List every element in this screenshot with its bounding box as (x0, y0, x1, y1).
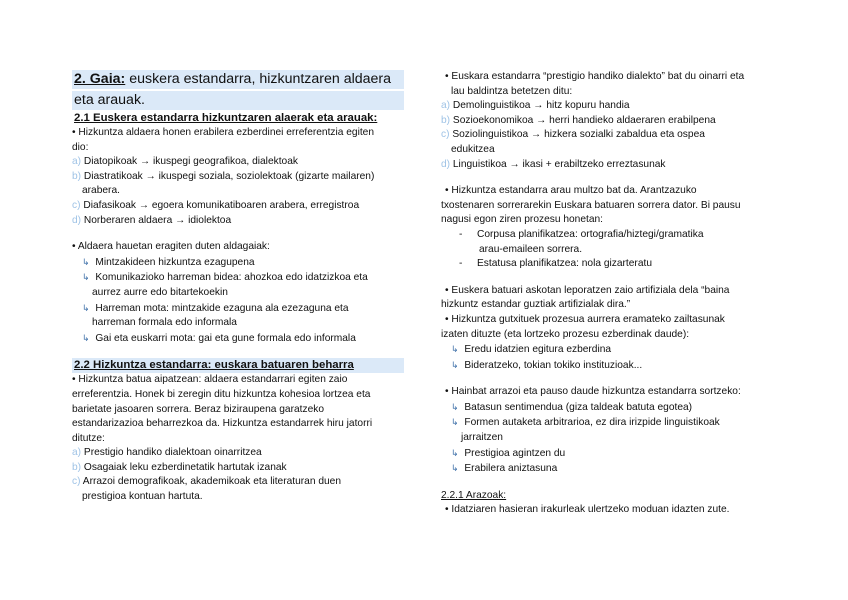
list-item (441, 158, 773, 173)
paragraph-line: • Euskera batuari askotan leporatzen zaio artifiziala dela “baina (445, 284, 730, 296)
list-marker: c) (72, 476, 81, 488)
list-item-text: Diatopikoak → ikuspegi geografikoa, dialektoak (81, 156, 298, 168)
list-item-continuation: arau-emaileen sorrera. (479, 243, 583, 255)
list-item-continuation: arabera. (82, 185, 120, 197)
artificial-paragraph (441, 284, 773, 342)
paragraph-line: nagusi egon ziren prozesu honetan: (441, 214, 603, 226)
list-item (72, 446, 404, 461)
conditions-list (441, 99, 773, 172)
list-marker: b) (72, 170, 82, 182)
list-item (441, 128, 773, 143)
list-item (441, 114, 773, 129)
process-list (441, 342, 773, 373)
list-item-text: Prestigio handiko dialektoan oinarritzea (81, 447, 262, 459)
paragraph-line: hizkuntz estandar guztiak artifizialak dira.” (441, 299, 631, 311)
dash-marker: - (459, 258, 463, 270)
variables-intro: • Aldaera hauetan eragiten duten aldagaiak: (72, 241, 270, 253)
steps-dash-list (441, 228, 773, 272)
s21-intro-line2: dio: (72, 141, 89, 153)
list-item (72, 155, 404, 170)
reasons-intro: • Hainbat arrazoi eta pauso daude hizkuntza estandarra sortzeko: (445, 386, 741, 398)
sub-arrow-icon: ↳ (451, 417, 459, 428)
list-item-text: Bideratzeko, tokian tokiko instituzioak... (461, 359, 643, 371)
list-item-text: Soziolinguistikoa → hizkera sozialki zabaldua eta ospea (449, 129, 705, 141)
list-item-text: Osagaiak leku ezberdinetatik hartutak izanak (81, 461, 287, 473)
variables-list (72, 255, 404, 347)
list-marker: c) (72, 199, 81, 211)
list-item-text: Formen autaketa arbitrarioa, ez dira irizpide linguistikoak (461, 417, 720, 429)
paragraph-line: lau baldintza betetzen ditu: (451, 85, 573, 97)
list-item (441, 446, 773, 462)
sub-arrow-icon: ↳ (451, 359, 459, 370)
sub-arrow-icon: ↳ (451, 344, 459, 355)
sub-arrow-icon: ↳ (451, 463, 459, 474)
dash-marker: - (459, 228, 463, 240)
page-title (72, 70, 404, 89)
sub-arrow-icon: ↳ (82, 272, 90, 283)
list-item-continuation: harreman formala edo informala (92, 317, 237, 329)
paragraph-line: ditutze: (72, 432, 105, 444)
list-item-text: Gai eta euskarri mota: gai eta gune formala edo informala (92, 332, 356, 344)
list-item (72, 475, 404, 490)
list-item-text: Arrazoi demografikoak, akademikoak eta literaturan duen (80, 476, 341, 488)
list-marker: b) (441, 114, 451, 126)
list-item-continuation: jarraitzen (461, 432, 503, 444)
list-item (441, 257, 773, 272)
paragraph-line: • Hizkuntza gutxituek prozesua aurrera eramateko zailtasunak (445, 313, 725, 325)
list-item-continuation: edukitzea (451, 143, 495, 155)
list-item (441, 415, 773, 431)
list-item (441, 342, 773, 358)
list-item (441, 400, 773, 416)
list-item-text: Estatusa planifikatzea: nola gizarteratu (477, 258, 652, 270)
list-item-text: Mintzakideen hizkuntza ezagupena (92, 256, 255, 268)
right-column (441, 70, 773, 517)
sub-arrow-icon: ↳ (82, 332, 90, 343)
list-item (72, 301, 404, 317)
list-item-text: Batasun sentimendua (giza taldeak batuta egotea) (461, 401, 693, 413)
list-item-text: Demolinguistikoa → hitz kopuru handia (450, 100, 630, 112)
list-item-text: Diafasikoak → egoera komunikatiboaren arabera, erregistroa (80, 199, 360, 211)
title-prefix: 2. Gaia: (74, 71, 126, 87)
list-marker: d) (72, 214, 82, 226)
list-item-text: Eredu idatzien egitura ezberdina (461, 344, 612, 356)
section-2-2-1-heading: 2.2.1 Arazoak: (441, 489, 507, 501)
reasons-list (441, 400, 773, 477)
list-marker: b) (72, 461, 82, 473)
list-marker: d) (441, 158, 451, 170)
list-item-text: Linguistikoa → ikasi + erabiltzeko erreztasunak (450, 158, 666, 170)
list-item (441, 358, 773, 374)
list-item (72, 270, 404, 286)
left-column (72, 70, 404, 505)
list-item-continuation: prestigioa kontuan hartuta. (82, 491, 203, 503)
standard-paragraph (441, 184, 773, 228)
sub-arrow-icon: ↳ (82, 256, 90, 267)
list-item-text: Prestigioa agintzen du (461, 447, 566, 459)
list-marker: a) (441, 100, 451, 112)
list-item (72, 170, 404, 185)
s21-intro-line1: • Hizkuntza aldaera honen erabilera ezberdinei erreferentzia egiten (72, 127, 375, 138)
section-2-2-heading: 2.2 Hizkuntza estandarra: euskara batuaren beharra (72, 358, 404, 373)
list-marker: a) (72, 447, 82, 459)
section-2-1-heading: 2.1 Euskera estandarra hizkuntzaren alaerak eta arauak: (74, 112, 378, 124)
list-item (441, 461, 773, 477)
title-rest: euskera estandarra, hizkuntzaren aldaera (125, 71, 392, 87)
paragraph-line: erreferentzia. Honek bi zeregin ditu hizkuntza kohesioa lortzea eta (72, 388, 371, 400)
list-item-text: Erabilera aniztasuna (461, 463, 558, 475)
list-item (72, 461, 404, 476)
paragraph-line: barietate jasoaren sorrera. Beraz biziraupena garatzeko (72, 403, 325, 415)
list-item-continuation: aurrez aurre edo bitartekoekin (92, 286, 228, 298)
list-marker: c) (441, 129, 450, 141)
paragraph-line: txostenaren sorrerarekin Euskara batuaren sorrera dator. Bi pausu (441, 199, 741, 211)
list-item-text: Sozioekonomikoa → herri handieko aldaeraren erabilpena (450, 114, 716, 126)
variety-list (72, 155, 404, 228)
list-item-text: Harreman mota: mintzakide ezaguna ala ezezaguna eta (92, 302, 349, 314)
list-item (72, 255, 404, 271)
paragraph-line: • Euskara estandarra “prestigio handiko dialekto” bat du oinarri eta (445, 71, 745, 82)
list-item (72, 199, 404, 214)
list-item-text: Diastratikoak → ikuspegi soziala, soziolektoak (gizarte mailaren) (81, 170, 375, 182)
problems-text: • Idatziaren hasieran irakurleak ulertzeko moduan idazten zute. (445, 503, 730, 515)
list-marker: a) (72, 156, 82, 168)
list-item-text: Corpusa planifikatzea: ortografia/hiztegi/gramatika (477, 228, 704, 240)
list-item-text: Norberaren aldaera → idiolektoa (81, 214, 232, 226)
origin-list (72, 446, 404, 504)
list-item (72, 331, 404, 347)
page-title-line2: eta arauak. (72, 91, 404, 110)
list-item (441, 228, 773, 243)
paragraph-line: izaten dituzte (eta lortzeko prozesu ezberdinak daude): (441, 328, 690, 340)
paragraph-line: • Hizkuntza batua aipatzean: aldaera estandarrari egiten zaio (72, 374, 348, 386)
paragraph-line: • Hizkuntza estandarra arau multzo bat da. Arantzazuko (445, 185, 697, 197)
sub-arrow-icon: ↳ (451, 447, 459, 458)
list-item-text: Komunikazioko harreman bidea: ahozkoa edo idatzizkoa eta (92, 272, 368, 284)
list-item (441, 99, 773, 114)
sub-arrow-icon: ↳ (451, 401, 459, 412)
paragraph-line: estandarizazioa beharrezkoa da. Hizkuntza estandarrek hiru jatorri (72, 418, 373, 430)
sub-arrow-icon: ↳ (82, 302, 90, 313)
s22-paragraph (72, 373, 404, 446)
list-item (72, 214, 404, 229)
